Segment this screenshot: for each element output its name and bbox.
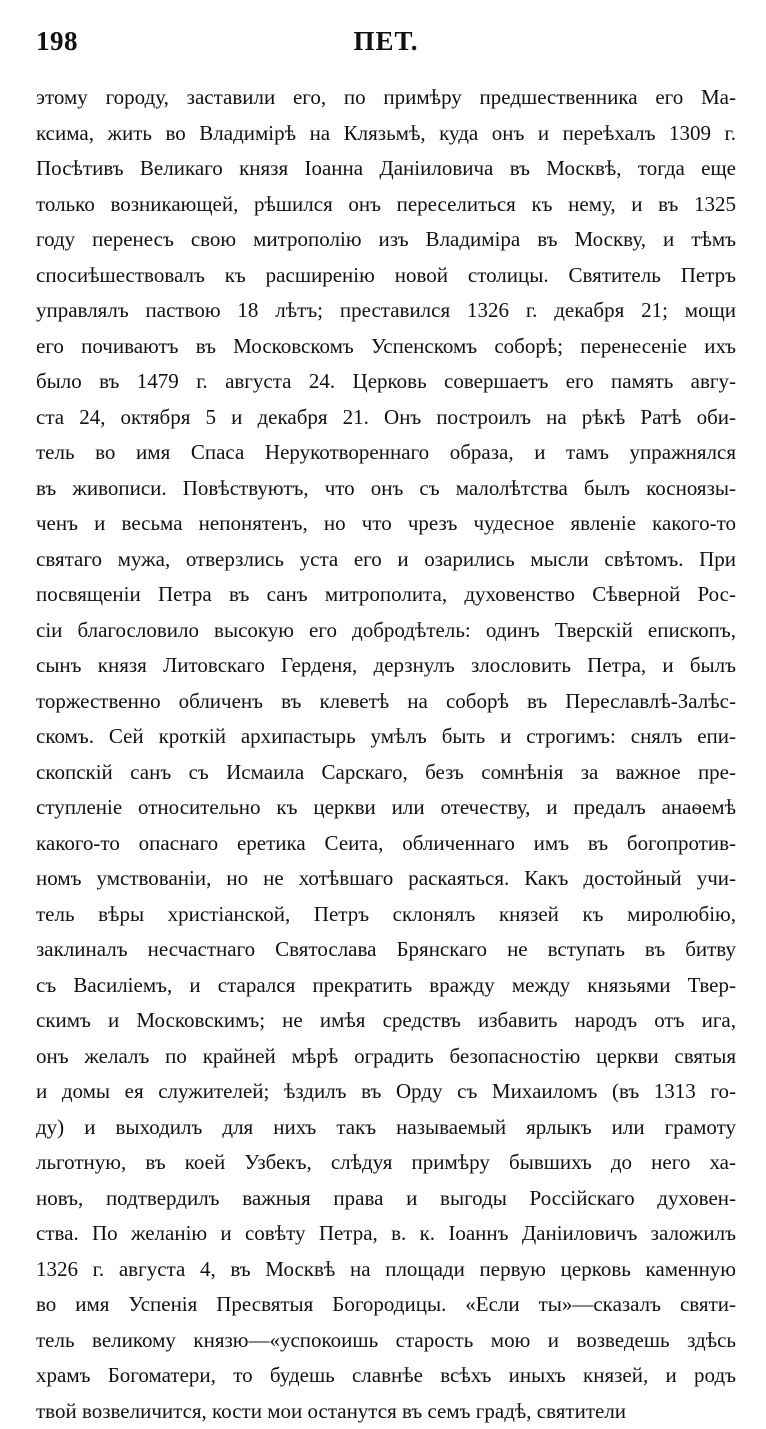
body-text xyxy=(36,80,736,1429)
page-header xyxy=(36,26,736,60)
text-line: заклиналъ несчастнаго Святослава Брянскаго не вступать въ битву xyxy=(36,932,736,968)
text-line: храмъ Богоматери, то будешь славнѣе всѣхъ иныхъ князей, и родъ xyxy=(36,1358,736,1394)
text-line: онъ желалъ по крайней мѣрѣ оградить безопасностію церкви святыя xyxy=(36,1039,736,1075)
text-line: году перенесъ свою митрополію изъ Владиміра въ Москву, и тѣмъ xyxy=(36,222,736,258)
text-line: было въ 1479 г. августа 24. Церковь совершаетъ его память авгу- xyxy=(36,364,736,400)
text-line: скопскій санъ съ Исмаила Сарскаго, безъ сомнѣнія за важное пре- xyxy=(36,755,736,791)
text-line: тель во имя Спаса Нерукотвореннаго образа, и тамъ упражнялся xyxy=(36,435,736,471)
text-line: сіи благословило высокую его добродѣтель: одинъ Тверскій епископъ, xyxy=(36,613,736,649)
text-line: ста 24, октября 5 и декабря 21. Онъ построилъ на рѣкѣ Ратѣ оби- xyxy=(36,400,736,436)
text-line: ства. По желанію и совѣту Петра, в. к. Іоаннъ Даніиловичъ заложилъ xyxy=(36,1216,736,1252)
text-line: святаго мужа, отверзлись уста его и озарились мысли свѣтомъ. При xyxy=(36,542,736,578)
text-line: посвященіи Петра въ санъ митрополита, духовенство Сѣверной Рос- xyxy=(36,577,736,613)
text-line: твой возвеличится, кости мои останутся въ семъ градѣ, святители xyxy=(36,1394,736,1429)
text-line: новъ, подтвердилъ важныя права и выгоды Россійскаго духовен- xyxy=(36,1181,736,1217)
text-line: какого-то опаснаго еретика Сеита, обличеннаго имъ въ богопротив- xyxy=(36,826,736,862)
text-line: ду) и выходилъ для нихъ такъ называемый ярлыкъ или грамоту xyxy=(36,1110,736,1146)
text-line: Посѣтивъ Великаго князя Іоанна Даніиловича въ Москвѣ, тогда еще xyxy=(36,151,736,187)
text-line: 1326 г. августа 4, въ Москвѣ на площади первую церковь каменную xyxy=(36,1252,736,1288)
text-line: ксима, жить во Владимірѣ на Клязьмѣ, куда онъ и переѣхалъ 1309 г. xyxy=(36,116,736,152)
text-line: во имя Успенія Пресвятыя Богородицы. «Если ты»—сказалъ святи- xyxy=(36,1287,736,1323)
text-line: ступленіе относительно къ церкви или отечеству, и предалъ анаѳемѣ xyxy=(36,790,736,826)
text-line: тель вѣры христіанской, Петръ склонялъ князей къ миролюбію, xyxy=(36,897,736,933)
text-line: въ живописи. Повѣствуютъ, что онъ съ малолѣтства былъ косноязы- xyxy=(36,471,736,507)
page-number: 198 xyxy=(36,26,78,57)
text-line: его почиваютъ въ Московскомъ Успенскомъ соборѣ; перенесеніе ихъ xyxy=(36,329,736,365)
text-line: этому городу, заставили его, по примѣру предшественника его Ма- xyxy=(36,80,736,116)
text-line: только возникающей, рѣшился онъ переселиться къ нему, и въ 1325 xyxy=(36,187,736,223)
text-line: торжественно обличенъ въ клеветѣ на соборѣ въ Переславлѣ-Залѣс- xyxy=(36,684,736,720)
text-line: номъ умствованіи, но не хотѣвшаго раскаяться. Какъ достойный учи- xyxy=(36,861,736,897)
text-line: и домы ея служителей; ѣздилъ въ Орду съ Михаиломъ (въ 1313 го- xyxy=(36,1074,736,1110)
text-line: ченъ и весьма непонятенъ, но что чрезъ чудесное явленіе какого-то xyxy=(36,506,736,542)
text-line: тель великому князю—«успокоишь старость мою и возведешь здѣсь xyxy=(36,1323,736,1359)
text-line: скимъ и Московскимъ; не имѣя средствъ избавить народъ отъ ига, xyxy=(36,1003,736,1039)
text-line: сынъ князя Литовскаго Герденя, дерзнулъ злословить Петра, и былъ xyxy=(36,648,736,684)
text-line: спосиѣшествовалъ къ расширенію новой столицы. Святитель Петръ xyxy=(36,258,736,294)
text-line: скомъ. Сей кроткій архипастырь умѣлъ быть и строгимъ: снялъ епи- xyxy=(36,719,736,755)
text-line: съ Василіемъ, и старался прекратить вражду между князьями Твер- xyxy=(36,968,736,1004)
text-line: льготную, въ коей Узбекъ, слѣдуя примѣру бывшихъ до него ха- xyxy=(36,1145,736,1181)
running-head: ПЕТ. xyxy=(36,26,736,57)
text-line: управлялъ паствою 18 лѣтъ; преставился 1326 г. декабря 21; мощи xyxy=(36,293,736,329)
